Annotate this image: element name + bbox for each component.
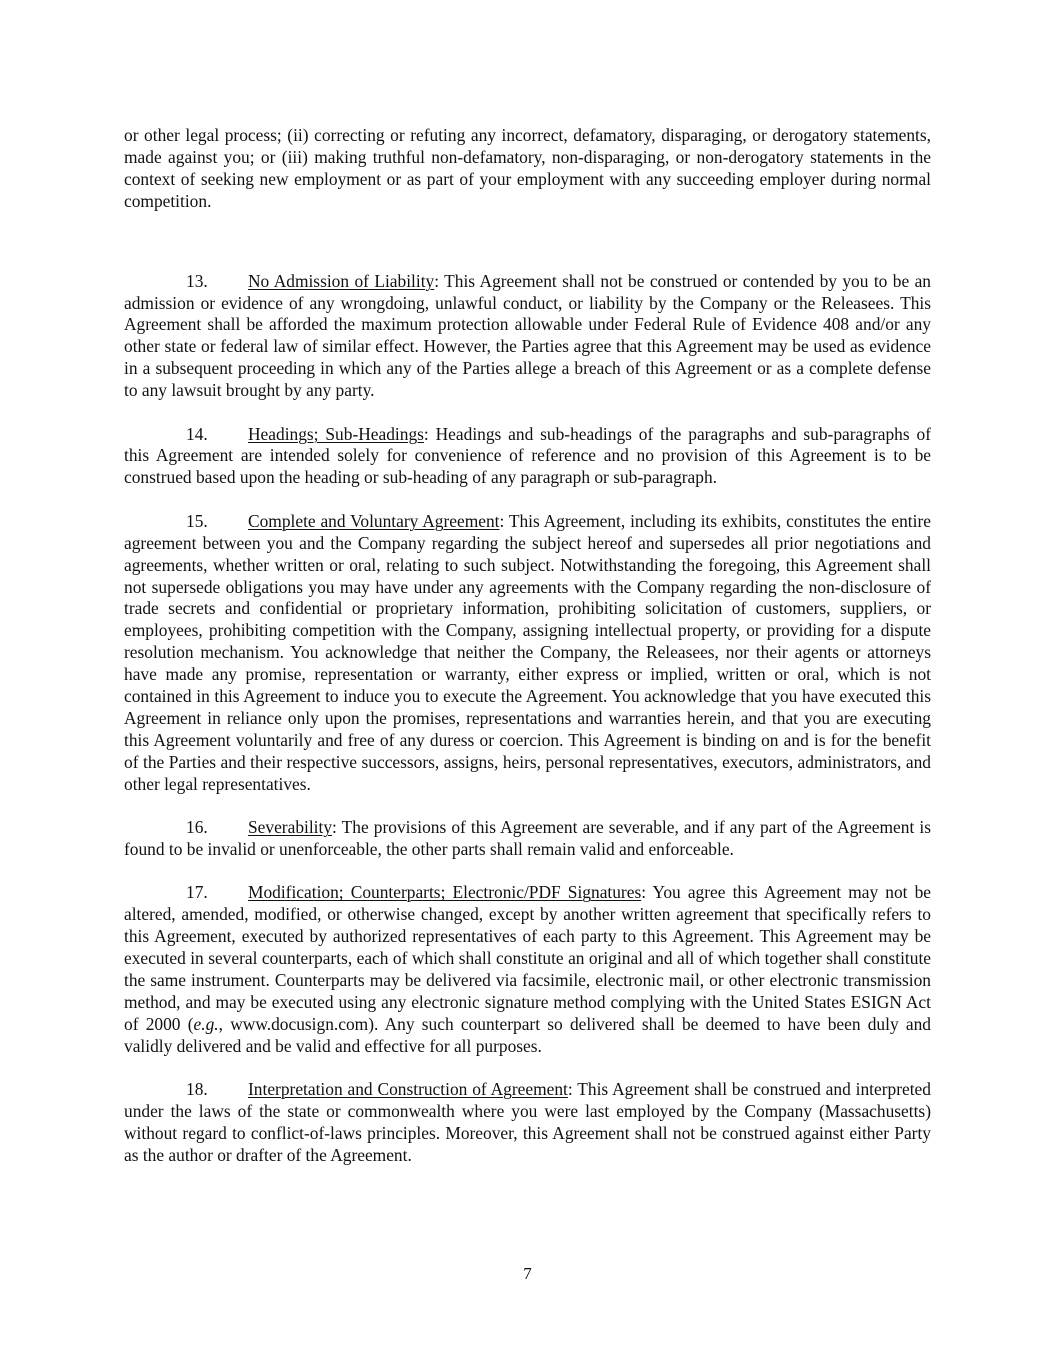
heading-separator: : <box>641 882 653 903</box>
section-heading: Severability <box>248 817 333 838</box>
section-18 <box>124 1079 931 1167</box>
section-heading: Modification; Counterparts; Electronic/PDF Signatures <box>248 882 642 903</box>
heading-separator: : <box>332 817 342 838</box>
section-number: 15. <box>186 510 208 531</box>
section-number: 16. <box>186 817 208 838</box>
section-body: The provisions of this Agreement are severable, and if any part of the Agreement is found to be invalid or unenforceable, the other parts shall remain valid and enforceable. <box>124 817 931 859</box>
section-heading: Headings; Sub-Headings <box>248 423 424 444</box>
section-number: 14. <box>186 423 208 444</box>
section-14 <box>124 424 931 490</box>
section-body-italic: e.g. <box>193 1013 219 1034</box>
section-body: You agree this Agreement may not be altered, amended, modified, or otherwise changed, except by another written agreement that specifically refers to this Agreement, executed by authorized representatives of each party to this Agreement. This Agreement may be executed in several counterparts, each of which shall constitute an original and all of which together shall constitute the same instrument. Counterparts may be delivered via facsimile, electronic mail, or other electronic transmission method, and may be executed using any electronic signature method complying with the United States ESIGN Act of 2000 ( <box>124 882 931 1034</box>
heading-separator: : <box>423 423 436 444</box>
continued-paragraph: or other legal process; (ii) correcting or refuting any incorrect, defamatory, disparaging, or derogatory statements, made against you; or (iii) making truthful non-defamatory, non-disparaging, or non-derogatory statements in the context of seeking new employment or as part of your employment with any succeeding employer during normal competition. <box>124 125 931 211</box>
heading-separator: : <box>499 510 509 531</box>
document-page <box>124 125 931 1188</box>
section-number: 13. <box>186 270 208 291</box>
section-body: Headings and sub-headings of the paragraphs and sub-paragraphs of this Agreement are intended solely for convenience of reference and no provision of this Agreement is to be construed based upon the heading or sub-heading of any paragraph or sub-paragraph. <box>124 423 931 488</box>
section-16 <box>124 817 931 861</box>
heading-separator: : <box>567 1079 578 1100</box>
section-body: This Agreement, including its exhibits, constitutes the entire agreement between you and the Company regarding the subject hereof and supersedes all prior negotiations and agreements, whether written or oral, relating to such subject. Notwithstanding the foregoing, this Agreement shall not supersede obligations you may have under any agreements with the Company regarding the non-disclosure of trade secrets and confidential or proprietary information, prohibiting solicitation of customers, suppliers, or employees, prohibiting competition with the Company, assigning intellectual property, or providing for a dispute resolution mechanism. You acknowledge that neither the Company, the Releasees, nor their agents or attorneys have made any promise, representation or warranty, either express or implied, written or oral, which is not contained in this Agreement to induce you to execute the Agreement. You acknowledge that you have executed this Agreement in reliance only upon the promises, representations and warranties herein, and that you are executing this Agreement voluntarily and free of any duress or coercion. This Agreement is binding on and is for the benefit of the Parties and their respective successors, assigns, heirs, personal representatives, executors, administrators, and other legal representatives. <box>124 510 931 794</box>
section-heading: Complete and Voluntary Agreement <box>248 510 500 531</box>
section-15 <box>124 511 931 796</box>
section-17 <box>124 882 931 1057</box>
section-body: This Agreement shall not be construed or contended by you to be an admission or evidence of any wrongdoing, unlawful conduct, or liability by the Company or the Releasees. This Agreement shall be afforded the maximum protection allowable under Federal Rule of Evidence 408 and/or any other state or federal law of similar effect. However, the Parties agree that this Agreement may be used as evidence in a subsequent proceeding in which any of the Parties allege a breach of this Agreement or as a complete defense to any lawsuit brought by any party. <box>124 270 931 401</box>
section-body-continued: , www.docusign.com). Any such counterpart so delivered shall be deemed to have been duly and validly delivered and be valid and effective for all purposes. <box>124 1013 931 1056</box>
section-13 <box>124 271 931 402</box>
section-body: This Agreement shall be construed and interpreted under the laws of the state or commonwealth where you were last employed by the Company (Massachusetts) without regard to conflict-of-laws principles. Moreover, this Agreement shall not be construed against either Party as the author or drafter of the Agreement. <box>124 1079 931 1165</box>
heading-separator: : <box>434 270 445 291</box>
section-heading: No Admission of Liability <box>248 270 435 291</box>
section-number: 17. <box>186 882 208 903</box>
page-number: 7 <box>523 1264 532 1283</box>
section-number: 18. <box>186 1079 208 1100</box>
section-heading: Interpretation and Construction of Agreement <box>248 1079 568 1100</box>
